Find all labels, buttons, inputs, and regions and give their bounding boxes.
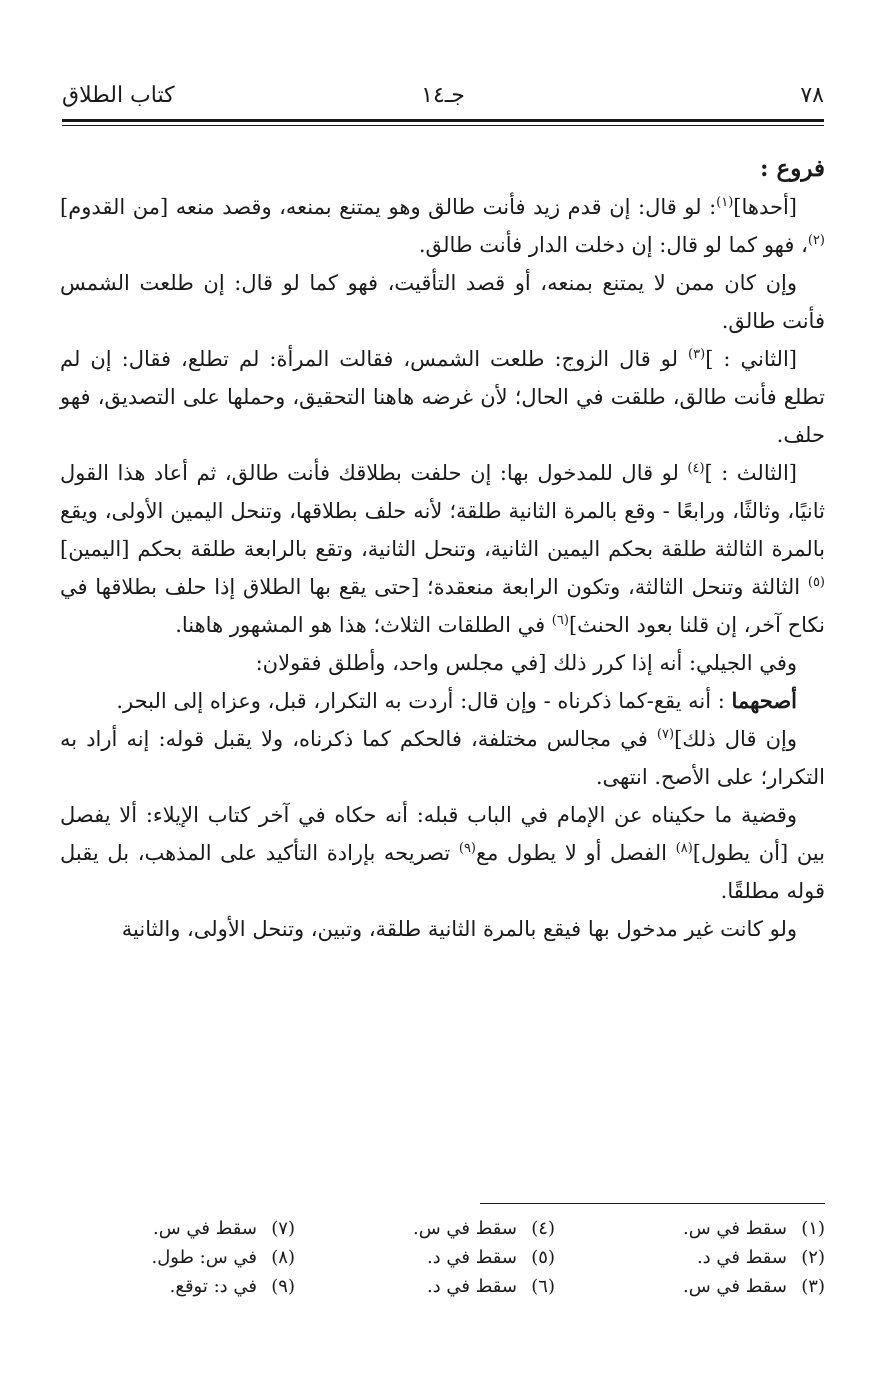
footnote-column-right xyxy=(605,1214,825,1301)
footnote-item xyxy=(125,1243,295,1272)
footnote-item xyxy=(125,1214,295,1243)
paragraph xyxy=(60,910,825,948)
footnote-item xyxy=(605,1214,825,1243)
footnote-number: (٧) xyxy=(271,1218,295,1239)
text-run: في الطلقات الثلاث؛ هذا هو المشهور هاهنا. xyxy=(175,613,552,637)
footnote-number: (٩) xyxy=(271,1276,295,1297)
main-text xyxy=(60,150,825,948)
text-run: ، فهو كما لو قال: إن دخلت الدار فأنت طالق. xyxy=(418,233,808,257)
paragraph xyxy=(60,340,825,454)
text-run: الثالثة وتنحل الثالثة، وتكون الرابعة منعقدة؛ [حتى يقع بها الطلاق إذا حلف بطلاقها في نكاح آخر، إن قلنا بعود الحنث] xyxy=(60,575,825,637)
footnote-number: (٨) xyxy=(271,1247,295,1268)
footnote-ref: (٦) xyxy=(551,613,569,628)
footnote-number: (٦) xyxy=(531,1276,555,1297)
footnote-ref: (٧) xyxy=(656,727,675,742)
text-run: لو قال للمدخول بها: إن حلفت بطلاقك فأنت طالق، ثم أعاد هذا القول ثانيًا، وثالثًا، ورابعًا - وقع بالمرة الثانية طلقة؛ لأنه حلف بطلاقها، وتنحل اليمين الأولى، ويقع بالمرة الثالثة طلقة بحكم اليمين الثانية، وتنحل الثانية، وتقع بالرابعة طلقة بحكم [اليمين] xyxy=(60,461,825,561)
paragraph xyxy=(60,188,825,264)
text-run: وفي الجيلي: أنه إذا كرر ذلك [في مجلس واحد، وأطلق فقولان: xyxy=(255,651,797,675)
footnote-text: سقط في س. xyxy=(682,1218,787,1239)
footnote-item xyxy=(605,1272,825,1301)
paragraph xyxy=(60,796,825,910)
paragraph xyxy=(60,644,825,682)
footnote-text: سقط في د. xyxy=(426,1276,517,1297)
text-run: [أحدها] xyxy=(733,195,797,219)
footnote-text: سقط في د. xyxy=(696,1247,787,1268)
footnote-number: (٢) xyxy=(801,1247,825,1268)
footnote-column-middle xyxy=(335,1214,555,1301)
footnote-number: (٤) xyxy=(531,1218,555,1239)
volume-label: جـ١٤ xyxy=(421,83,465,108)
running-header xyxy=(62,80,824,114)
footnote-text: سقط في د. xyxy=(426,1247,517,1268)
footnote-ref: (٤) xyxy=(687,461,705,476)
paragraph xyxy=(60,682,825,720)
footnote-column-left xyxy=(125,1214,295,1301)
footnote-ref: (٩) xyxy=(458,841,476,856)
footnote-text: سقط في س. xyxy=(152,1218,257,1239)
footnote-text: في س: طول. xyxy=(151,1247,257,1268)
text-run: وإن قال ذلك] xyxy=(674,727,797,751)
paragraph xyxy=(60,720,825,796)
footnote-item xyxy=(335,1272,555,1301)
bold-term: أصحهما xyxy=(731,688,797,713)
text-run: تصريحه بإرادة التأكيد على المذهب، بل يقبل قوله مطلقًا. xyxy=(60,841,825,903)
footnote-text: سقط في س. xyxy=(412,1218,517,1239)
footnote-number: (١) xyxy=(801,1218,825,1239)
paragraph xyxy=(60,264,825,340)
text-run: لو قال الزوج: طلعت الشمس، فقالت المرأة: لم تطلع، فقال: إن لم تطلع فأنت طالق، طلقت في الحال؛ لأن غرضه هاهنا التحقيق، وحملها على التصديق، فهو حلف. xyxy=(60,347,825,447)
footnote-item xyxy=(335,1214,555,1243)
text-run: [الثالث : ] xyxy=(704,461,797,485)
text-run: : أنه يقع-كما ذكرناه - وإن قال: أردت به التكرار، قبل، وعزاه إلى البحر. xyxy=(116,689,732,713)
text-run: [الثاني : ] xyxy=(705,347,797,371)
footnote-separator xyxy=(480,1203,825,1204)
text-run: : لو قال: إن قدم زيد فأنت طالق وهو يمتنع بمنعه، وقصد منعه [من القدوم] xyxy=(60,195,717,219)
footnote-item xyxy=(605,1243,825,1272)
footnote-number: (٥) xyxy=(531,1247,555,1268)
footnote-text: سقط في س. xyxy=(682,1276,787,1297)
footnote-ref: (٢) xyxy=(807,233,825,248)
book-title: كتاب الطلاق xyxy=(62,83,175,108)
text-run: في مجالس مختلفة، فالحكم كما ذكرناه، ولا يقبل قوله: إنه أراد به التكرار؛ على الأصح. انتهى. xyxy=(60,727,825,789)
footnote-item xyxy=(335,1243,555,1272)
footnote-number: (٣) xyxy=(801,1276,825,1297)
footnote-text: في د: توقع. xyxy=(169,1276,257,1297)
page-number: ٧٨ xyxy=(800,83,824,108)
paragraph xyxy=(60,454,825,644)
section-heading: فروع : xyxy=(759,155,825,182)
text-run: ولو كانت غير مدخول بها فيقع بالمرة الثانية طلقة، وتبين، وتنحل الأولى، والثانية xyxy=(121,917,797,941)
header-rule-thin xyxy=(62,125,824,126)
footnote-ref: (٣) xyxy=(688,347,706,362)
footnote-ref: (٥) xyxy=(807,575,825,590)
text-run: الفصل أو لا يطول مع xyxy=(476,841,676,865)
footnote-ref: (١) xyxy=(716,195,734,210)
footnote-ref: (٨) xyxy=(675,841,693,856)
header-rule-thick xyxy=(62,119,824,122)
text-run: وقضية ما حكيناه عن الإمام في الباب قبله: أنه حكاه في آخر كتاب الإيلاء: ألا يفصل بين [أن يطول] xyxy=(60,803,825,865)
text-run: وإن كان ممن لا يمتنع بمنعه، أو قصد التأقيت، فهو كما لو قال: إن طلعت الشمس فأنت طالق. xyxy=(60,271,825,333)
footnote-item xyxy=(125,1272,295,1301)
